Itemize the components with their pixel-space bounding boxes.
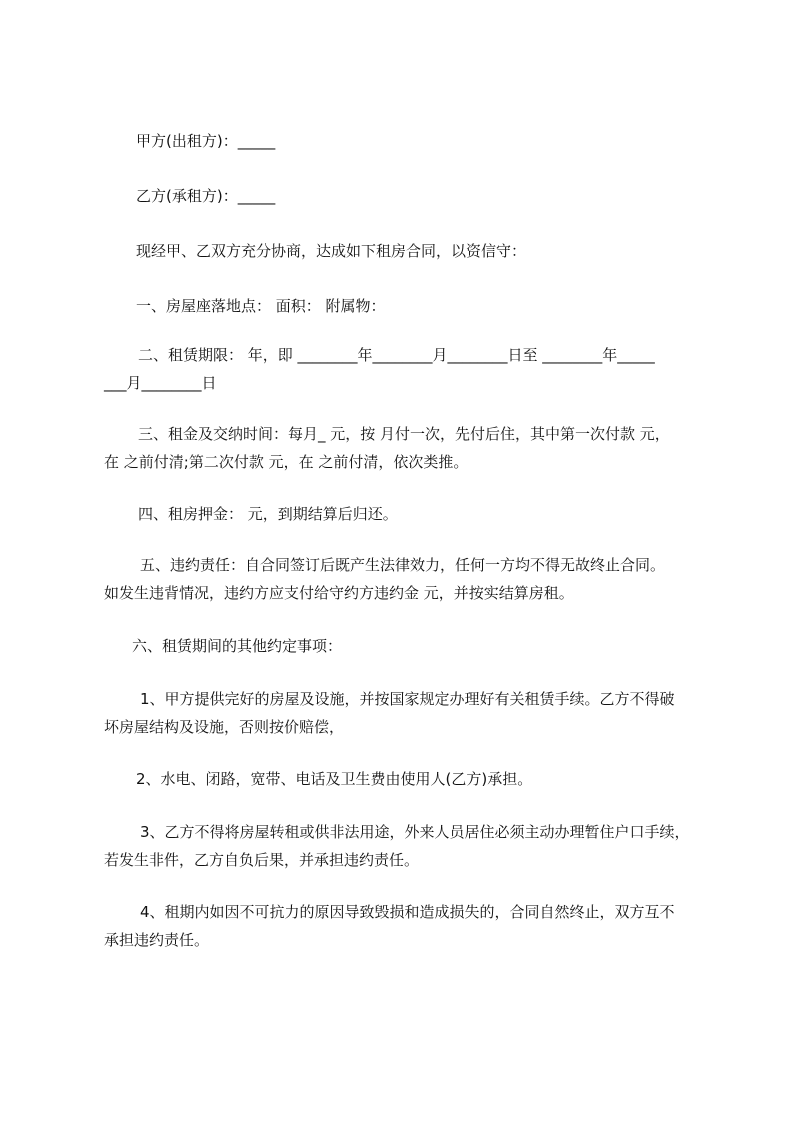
item-3-line-1: 3、乙方不得将房屋转租或供非法用途，外来人员居住必须主动办理暂住户口手续，	[140, 823, 690, 841]
clause-2-term-line-1: 二、租赁期限： 年，即 ________年________月________日至 ________年_____	[138, 346, 655, 364]
clause-1-location: 一、房屋座落地点： 面积： 附属物：	[136, 297, 386, 315]
clause-5-breach-line-2: 如发生违背情况，违约方应支付给守约方违约金 元，并按实结算房租。	[104, 584, 574, 602]
item-4-line-1: 4、租期内如因不可抗力的原因导致毁损和造成损失的，合同自然终止，双方互不	[140, 903, 675, 921]
clause-3-rent-line-2: 在 之前付清;第二次付款 元，在 之前付清，依次类推。	[104, 453, 469, 471]
item-2-utilities: 2、水电、闭路，宽带、电话及卫生费由使用人(乙方)承担。	[136, 770, 533, 788]
intro-line: 现经甲、乙双方充分协商，达成如下租房合同，以资信守：	[136, 242, 527, 260]
item-3-line-2: 若发生非件，乙方自负后果，并承担违约责任。	[104, 851, 420, 869]
clause-5-breach-line-1: 五、违约责任：自合同签订后既产生法律效力，任何一方均不得无故终止合同。	[140, 556, 666, 574]
item-1-line-1: 1、甲方提供完好的房屋及设施，并按国家规定办理好有关租赁手续。乙方不得破	[140, 690, 675, 708]
clause-3-rent-line-1: 三、租金及交纳时间：每月_ 元，按 月付一次，先付后住，其中第一次付款 元，	[138, 425, 670, 443]
party-b-line: 乙方(承租方)：_____	[136, 187, 276, 205]
party-a-line: 甲方(出租方)：_____	[136, 132, 276, 150]
item-4-line-2: 承担违约责任。	[104, 931, 210, 949]
item-1-line-2: 坏房屋结构及设施，否则按价赔偿，	[104, 718, 345, 736]
clause-2-term-line-2: ___月________日	[104, 374, 217, 392]
clause-4-deposit: 四、租房押金： 元，到期结算后归还。	[138, 505, 398, 523]
clause-6-other-terms: 六、租赁期间的其他约定事项：	[132, 637, 343, 655]
